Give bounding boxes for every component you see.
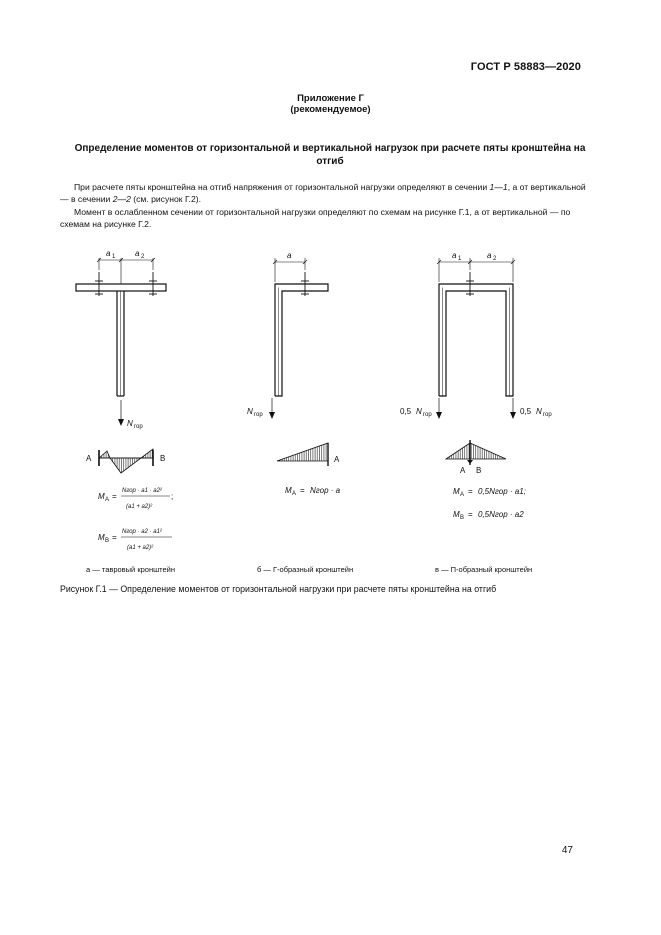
label-n-gor-c-right-sub: гор: [543, 412, 552, 418]
formulas-a: [98, 488, 173, 551]
formula-c-mb-eq: =: [468, 510, 473, 519]
u-bracket-diagram: [436, 258, 516, 419]
label-n-gor-b-sub: гор: [254, 412, 263, 418]
l-dimension-line: [273, 258, 307, 282]
formula-a-ma-semicolon: ;: [171, 492, 174, 501]
caption-b: б — Г-образный кронштейн: [257, 565, 354, 574]
caption-c: в — П-образный кронштейн: [435, 565, 533, 574]
page-number: 47: [561, 845, 573, 856]
formula-a-ma-eq: =: [112, 492, 117, 501]
u-moment-diagram: [446, 440, 506, 465]
label-n-gor-c-left-sub: гор: [423, 412, 432, 418]
formula-c-mb-expr: 0,5Nгор · a2: [478, 510, 524, 519]
label-half-right: 0,5: [520, 407, 532, 416]
section-ref-1-1: 1—1: [489, 182, 508, 192]
u-bracket-outline: [439, 284, 513, 396]
figure-caption: Рисунок Г.1 — Определение моментов от горизонтальной нагрузки при расчете пяты кронштейна на отгиб: [60, 584, 497, 594]
t-dimension-lines: [97, 258, 155, 284]
formula-a-ma-sub: A: [105, 497, 110, 503]
formula-b-ma-sub: A: [292, 491, 297, 497]
t-bracket-diagram: [76, 258, 166, 426]
formula-a-ma-m: M: [98, 492, 105, 501]
formula-c-mb-m: M: [453, 510, 460, 519]
formula-b-ma-expr: Nгор · a: [310, 486, 341, 495]
label-point-a-b: A: [334, 455, 340, 464]
caption-a: а — тавровый кронштейн: [86, 565, 175, 574]
paragraph-1-text-c: (см. рисунок Г.2).: [130, 194, 201, 204]
formula-c-ma-eq: =: [468, 487, 473, 496]
formula-a-mb-sub: B: [105, 538, 110, 544]
l-bracket-diagram: [269, 258, 328, 419]
formula-b-ma-eq: =: [300, 486, 305, 495]
section-heading: Определение моментов от горизонтальной и вертикальной нагрузок при расчете пяты кронштейна на отгиб: [74, 143, 586, 167]
label-point-b-c: B: [476, 466, 482, 475]
t-arrowhead: [118, 419, 124, 426]
label-a2-c-sub: 2: [493, 256, 497, 262]
annex-subtitle: (рекомендуемое): [290, 104, 371, 115]
formula-a-mb-denominator: (a1 + a2)²: [127, 545, 154, 551]
label-a1-c-sub: 1: [458, 256, 462, 262]
formula-b-ma-m: M: [285, 486, 292, 495]
paragraph-2: Момент в ослабленном сечении от горизонтальной нагрузки определяют по схемам на рисунке Г.1, а от вертикальной — по схемам на рисунке Г.2.: [60, 207, 571, 229]
formula-c-mb-sub: B: [460, 515, 465, 521]
t-moment-diagram: [99, 449, 153, 473]
label-a2: a: [135, 249, 140, 258]
label-half-left: 0,5: [400, 407, 412, 416]
paragraph-1-text-a: При расчете пяты кронштейна на отгиб напряжения от горизонтальной нагрузки определяют в сечении: [74, 182, 490, 192]
formula-c-ma-sub: A: [460, 492, 465, 498]
formula-c-ma-m: M: [453, 487, 460, 496]
paragraph-1-text-b: , а от вертикальной — в сечении: [60, 182, 586, 204]
label-n-gor-a-sub: гор: [134, 424, 143, 430]
formula-a-mb-numerator: Nгор · a2 · a1²: [122, 529, 162, 535]
label-a1: a: [106, 249, 111, 258]
formula-b: [285, 486, 341, 497]
label-a1-c: a: [452, 251, 457, 260]
label-n-gor-c-left: N: [416, 407, 422, 416]
formula-a-ma-numerator: Nгор · a1 · a2²: [122, 488, 162, 494]
l-arrowhead: [269, 412, 275, 419]
label-a2-sub: 2: [141, 254, 145, 260]
label-n-gor-a: N: [127, 419, 133, 428]
section-ref-2-2: 2—2: [112, 194, 131, 204]
l-bracket-outline: [275, 284, 328, 396]
annex-title: Приложение Г: [297, 93, 364, 104]
label-n-gor-c-right: N: [536, 407, 542, 416]
label-point-a-a: A: [86, 454, 92, 463]
label-a2-c: a: [487, 251, 492, 260]
label-point-b-a: B: [160, 454, 166, 463]
l-moment-diagram: [277, 443, 328, 466]
label-a-b: a: [287, 251, 292, 260]
u-dimension-lines: [437, 258, 515, 282]
t-flange: [76, 284, 166, 291]
formulas-c: [453, 487, 526, 521]
formula-c-ma-expr: 0,5Nгор · a1;: [478, 487, 526, 496]
standard-number-header: ГОСТ Р 58883—2020: [470, 61, 581, 73]
formula-a-ma-denominator: (a1 + a2)²: [126, 504, 153, 510]
label-point-a-c: A: [460, 466, 466, 475]
formula-a-mb-eq: =: [112, 533, 117, 542]
formula-a-mb-m: M: [98, 533, 105, 542]
label-a1-sub: 1: [112, 254, 116, 260]
label-n-gor-b: N: [247, 407, 253, 416]
